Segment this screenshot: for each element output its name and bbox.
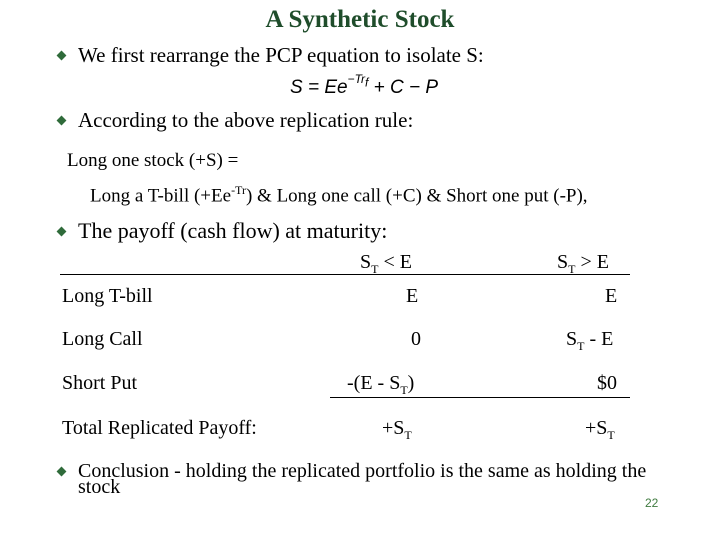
table-row-label: Long T-bill [62,285,153,307]
equation-exponent-sub: f [365,75,369,90]
bullet-marker [57,227,67,237]
bullet-text-3: The payoff (cash flow) at maturity: [78,218,388,243]
table-cell: $-(E - S_T)$ [347,372,415,397]
table-header-st-greater-e: $S_T > E$ [557,251,609,276]
table-cell: $+S_T$ [382,417,412,442]
replication-line-2: Long a T-bill $(+Ee^{-Tr})$ & Long one call (+C) & Short one put (-P), [90,183,588,207]
table-row-label: Total Replicated Payoff: [62,417,257,439]
table-top-rule [60,274,630,275]
bullet-marker [57,116,67,126]
replication-line-1: Long one stock (+S) = [67,150,239,171]
table-row-label: Long Call [62,328,143,350]
replication-exponent: -Tr [231,183,246,197]
table-cell: $+S_T$ [585,417,615,442]
page-number: 22 [645,496,659,510]
bullet-marker [57,51,67,61]
equation-rhs: + C − P [368,77,439,98]
bullet-text-4-line-2: stock [78,476,121,498]
table-header-st-less-e: $S_T < E$ [360,251,412,276]
table-cell: E [605,285,618,307]
bullet-text-2: According to the above replication rule: [78,108,414,132]
table-row-label: Short Put [62,372,138,394]
table-cell: $S_T$ - E [566,328,614,353]
equation-lhs: S = Ee [290,77,348,98]
slide-title: A Synthetic Stock [265,6,455,33]
bullet-text-4: Conclusion - holding the replicated portfolio is the same as holding the [78,460,647,482]
pcp-equation [290,72,438,99]
equation-exponent: −Trf [347,72,369,90]
table-cell: $0 [597,372,617,394]
bullet-text-1: We first rearrange the PCP equation to isolate S: [78,43,484,67]
bullet-marker [57,467,67,477]
table-sum-rule [330,397,630,398]
table-cell: 0 [411,328,421,350]
table-cell: E [406,285,419,307]
